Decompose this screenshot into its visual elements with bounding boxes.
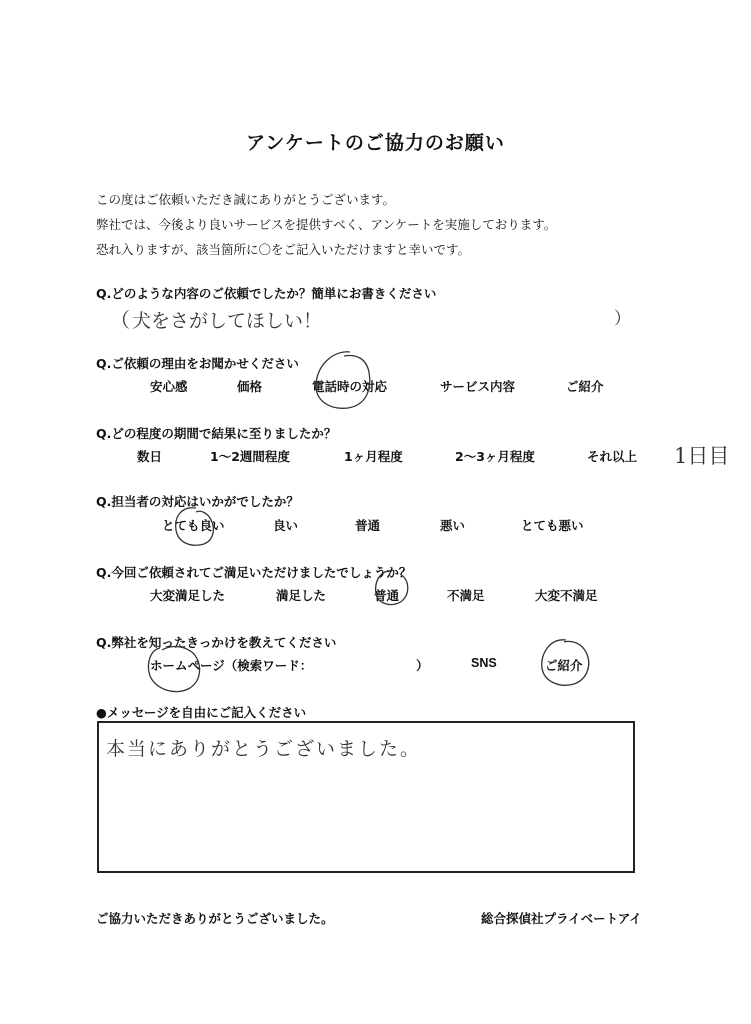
- page-title: アンケートのご協力のお願い: [246, 132, 505, 154]
- q5-question: Q.今回ご依頼されてご満足いただけましたでしょうか？: [96, 565, 412, 580]
- message-handwritten-text: 本当にありがとうございました。: [106, 738, 422, 760]
- q4-option-totemo-yoi[interactable]: とても良い: [162, 518, 225, 533]
- q4-question: Q.担当者の対応はいかがでしたか？: [96, 494, 299, 509]
- intro-line-2: 弊社では、今後より良いサービスを提供すべく、アンケートを実施しております。: [96, 217, 557, 232]
- footer-company: 総合探偵社プライベートアイ: [481, 911, 642, 926]
- q2-option-service-naiyou[interactable]: サービス内容: [440, 379, 516, 394]
- q4-option-totemo-warui[interactable]: とても悪い: [521, 518, 584, 533]
- q2-option-anshinkan[interactable]: 安心感: [150, 379, 188, 394]
- q3-option-suujitsu[interactable]: 数日: [137, 449, 163, 464]
- q3-handwritten-note: 1日目: [674, 444, 730, 468]
- q1-question: Q.どのような内容のご依頼でしたか？簡単にお書きください: [96, 286, 437, 301]
- q3-option-1-month[interactable]: 1ヶ月程度: [344, 449, 403, 464]
- q5-option-manzoku[interactable]: 満足した: [276, 588, 327, 603]
- circle-mark-totemo-yoi: [176, 508, 214, 545]
- circle-mark-denwa-taiou: [316, 352, 370, 408]
- message-label: ●メッセージを自由にご記入ください: [96, 705, 307, 720]
- q5-option-taihen-fumanzoku[interactable]: 大変不満足: [535, 588, 598, 603]
- q4-option-futsuu[interactable]: 普通: [355, 518, 381, 533]
- q2-option-kakaku[interactable]: 価格: [237, 379, 263, 394]
- circle-mark-futsuu: [376, 571, 408, 605]
- intro-line-1: この度はご依頼いただき誠にありがとうございます。: [96, 192, 396, 207]
- q6-question: Q.弊社を知ったきっかけを教えてください: [96, 635, 337, 650]
- q2-option-denwa-taiou[interactable]: 電話時の対応: [312, 379, 388, 394]
- q6-option-goshoukai[interactable]: ご紹介: [545, 658, 583, 673]
- q6-option-sns[interactable]: SNS: [471, 656, 497, 670]
- q5-option-fumanzoku[interactable]: 不満足: [447, 588, 485, 603]
- q1-answer-handwritten[interactable]: 犬をさがしてほしい！: [132, 310, 323, 332]
- q1-open-paren: （: [110, 308, 130, 332]
- q3-option-sore-ijou[interactable]: それ以上: [587, 449, 638, 464]
- q5-option-taihen-manzoku[interactable]: 大変満足した: [150, 588, 226, 603]
- circle-mark-homepage: [148, 647, 199, 692]
- intro-line-3: 恐れ入りますが、該当箇所に〇をご記入いただけますと幸いです。: [96, 242, 471, 257]
- q3-option-1-2-weeks[interactable]: 1～2週間程度: [210, 449, 290, 464]
- q3-question: Q.どの程度の期間で結果に至りましたか？: [96, 426, 337, 441]
- q6-option-homepage[interactable]: ホームページ（検索ワード：: [150, 658, 313, 673]
- q2-question: Q.ご依頼の理由をお聞かせください: [96, 356, 299, 371]
- q5-option-futsuu[interactable]: 普通: [374, 588, 400, 603]
- q1-close-paren: ）: [614, 309, 631, 329]
- q4-option-yoi[interactable]: 良い: [273, 518, 299, 533]
- footer-thanks: ご協力いただきありがとうございました。: [96, 911, 334, 926]
- q3-option-2-3-months[interactable]: 2～3ヶ月程度: [455, 449, 535, 464]
- q2-option-goshoukai[interactable]: ご紹介: [566, 379, 604, 394]
- q4-option-warui[interactable]: 悪い: [440, 518, 466, 533]
- q6-search-word-close-paren: ）: [416, 658, 429, 673]
- circle-mark-goshoukai: [542, 640, 589, 685]
